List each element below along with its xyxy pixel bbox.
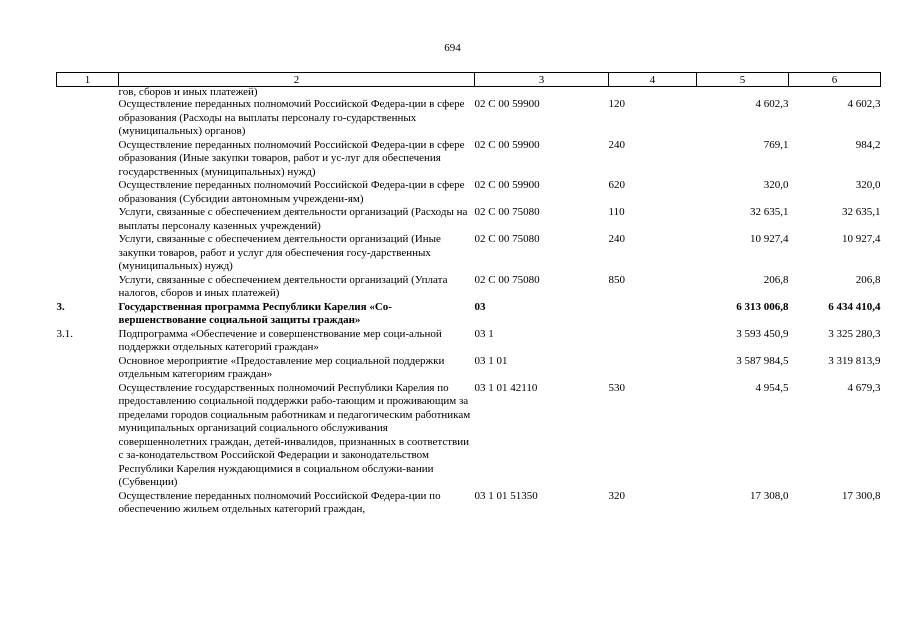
row-number [57,98,119,139]
row-code: 02 С 00 75080 [474,273,540,286]
row-code: 03 1 01 [474,354,508,367]
table-row [57,382,881,490]
row-code: 03 1 [474,327,494,340]
row-name: Осуществление переданных полномочий Российской Федера-ции в сфере образования (Расходы на выплаты персоналу го-сударственных (муниципальных) органов) [118,98,465,137]
row-kind: 620 [608,179,625,191]
row-value-2 [789,87,881,99]
row-kind [609,328,697,355]
row-kind: 320 [608,489,625,502]
row-name: гов, сборов и иных платежей) [118,86,258,98]
row-kind [609,355,697,382]
header-col-6: 6 [789,73,881,87]
budget-table [56,72,881,517]
row-kind: 240 [608,138,625,151]
row-kind: 110 [608,206,625,218]
row-code: 03 1 01 51350 [474,489,538,502]
row-value-1: 6 313 006,8 [736,300,789,313]
row-code: 02 С 00 59900 [474,179,540,191]
row-number [57,382,119,490]
row-code: 03 1 01 42110 [474,381,538,394]
row-value-1: 320,0 [763,179,789,191]
row-code: 02 С 00 59900 [474,138,540,151]
row-value-1: 10 927,4 [750,233,789,245]
row-name: Подпрограмма «Обеспечение и совершенствование мер соци-альной поддержки отдельных категорий граждан» [118,327,442,353]
row-value-2: 984,2 [855,138,881,151]
row-name: Услуги, связанные с обеспечением деятельности организаций (Уплата налогов, сборов и иных платежей) [118,273,448,299]
header-col-2: 2 [119,73,475,87]
row-number [57,179,119,206]
row-number [57,139,119,180]
row-value-1: 206,8 [763,273,789,286]
table-row-program [57,301,881,328]
row-value-1: 3 587 984,5 [736,354,789,367]
row-number [57,490,119,517]
row-value-2: 320,0 [855,179,881,191]
row-value-1: 17 308,0 [750,489,789,502]
table-row [57,490,881,517]
row-name: Государственная программа Республики Карелия «Со-вершенствование социальной защиты граждан» [118,300,392,326]
row-name: Осуществление переданных полномочий Российской Федера-ции в сфере образования (Субсидии автономным учреждени-ям) [118,179,465,205]
row-kind: 120 [608,98,625,110]
row-kind [609,87,697,99]
row-number [57,355,119,382]
row-number [57,233,119,274]
row-number: 3. [56,300,65,313]
table-row [57,233,881,274]
row-number: 3.1. [56,327,73,340]
row-name: Услуги, связанные с обеспечением деятельности организаций (Иные закупки товаров, работ и услуг для обеспечения госу-дарственных (муниципальных) нужд) [118,233,441,272]
row-value-2: 17 300,8 [842,489,881,502]
row-kind: 850 [608,273,625,286]
row-number [57,274,119,301]
header-row [57,73,881,87]
row-value-2: 206,8 [855,273,881,286]
row-value-2: 4 679,3 [847,381,881,394]
row-name: Осуществление государственных полномочий Республики Карелия по предоставлению социальной поддержки рабо-тающим и проживающим за пределами городов социальным работникам и педагогическим работникам муниципальных организаций социального обслуживания совершеннолетних граждан, детей-инвалидов, признанных в соответствии с за-конодательством Российской Федерации и законодательством Республики Карелия нуждающимися в социальном обслужи-вании (Субвенции) [118,381,471,488]
row-code: 03 [474,300,486,313]
header-col-3: 3 [475,73,609,87]
header-col-4: 4 [609,73,697,87]
row-value-1 [697,87,789,99]
row-name: Осуществление переданных полномочий Российской Федера-ции в сфере образования (Иные закупки товаров, работ и ус-луг для обеспечения государственных (муниципальных) нужд) [118,138,465,178]
row-value-1: 4 602,3 [755,98,789,110]
table-row [57,179,881,206]
row-kind: 240 [608,233,625,245]
row-value-1: 32 635,1 [750,206,789,218]
header-col-1: 1 [57,73,119,87]
row-number [57,87,119,99]
table-row [57,139,881,180]
row-value-2: 32 635,1 [842,206,881,218]
row-value-2: 3 319 813,9 [828,354,881,367]
table-row [57,274,881,301]
row-name: Услуги, связанные с обеспечением деятельности организаций (Расходы на выплаты персоналу казенных учреждений) [118,206,468,232]
row-value-2: 6 434 410,4 [828,300,881,313]
table-row [57,355,881,382]
table-row [57,206,881,233]
row-value-1: 4 954,5 [755,381,789,394]
row-kind: 530 [608,381,625,394]
row-value-2: 10 927,4 [842,233,881,245]
table-row [57,87,881,99]
row-code [475,87,609,99]
row-name: Осуществление переданных полномочий Российской Федера-ции по обеспечению жильем отдельных категорий граждан, [118,489,441,515]
row-kind [609,301,697,328]
row-code: 02 С 00 75080 [474,206,540,218]
row-number [57,206,119,233]
row-code: 02 С 00 59900 [474,98,540,110]
row-value-1: 3 593 450,9 [736,327,789,340]
table-row [57,328,881,355]
row-value-2: 3 325 280,3 [828,327,881,340]
row-name: Основное мероприятие «Предоставление мер социальной поддержки отдельным категориям граждан» [118,354,445,380]
header-col-5: 5 [697,73,789,87]
table-row [57,98,881,139]
row-value-1: 769,1 [763,138,789,151]
row-code: 02 С 00 75080 [474,233,540,245]
row-value-2: 4 602,3 [847,98,881,110]
page-number: 694 [444,42,461,54]
